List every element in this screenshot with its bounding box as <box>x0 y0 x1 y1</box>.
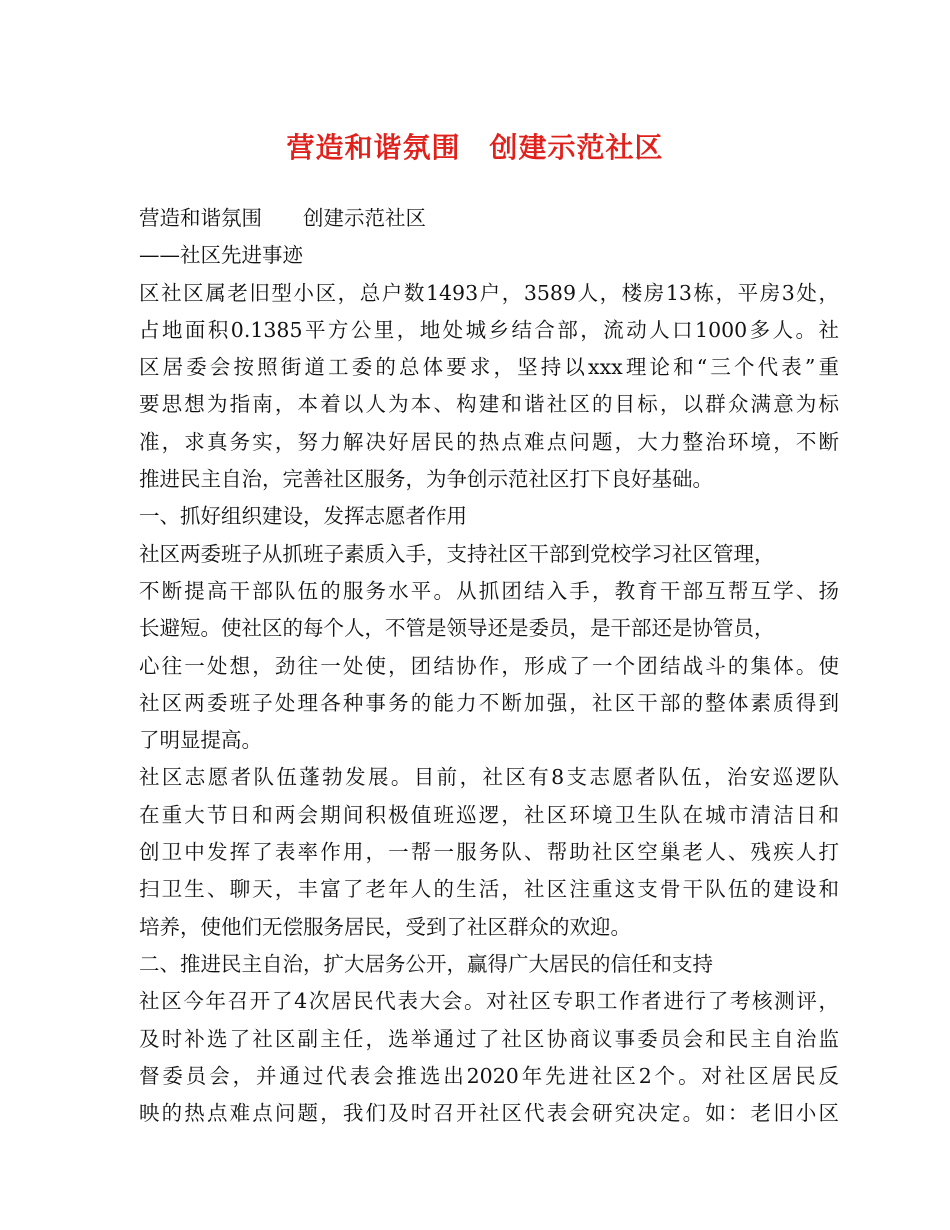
text-line: 培养，使他们无偿服务居民，受到了社区群众的欢迎。 <box>139 914 631 939</box>
text-line: 推进民主自治，完善社区服务，为争创示范社区打下良好基础。 <box>139 467 713 492</box>
document-title: 营造和谐氛围 创建示范社区 <box>286 131 664 164</box>
text-line: 心往一处想，劲往一处使，团结协作，形成了一个团结战斗的集体。使 <box>139 653 839 678</box>
text-line: 社区志愿者队伍蓬勃发展。目前，社区有8支志愿者队伍，治安巡逻队 <box>139 765 839 790</box>
text-line: 一、抓好组织建设，发挥志愿者作用 <box>139 504 467 529</box>
text-line: 社区两委班子处理各种事务的能力不断加强，社区干部的整体素质得到 <box>139 690 839 715</box>
text-line: 了明显提高。 <box>139 728 262 753</box>
document-body <box>139 200 839 1132</box>
text-line: 区社区属老旧型小区，总户数1493户，3589人，楼房13栋，平房3处， <box>139 280 839 305</box>
text-line: 区居委会按照街道工委的总体要求，坚持以xxx理论和“三个代表”重 <box>139 355 839 380</box>
text-line: 社区今年召开了4次居民代表大会。对社区专职工作者进行了考核测评， <box>139 989 839 1014</box>
text-line: 督委员会，并通过代表会推选出2020年先进社区2个。对社区居民反 <box>139 1063 839 1088</box>
text-line: 不断提高干部队伍的服务水平。从抓团结入手，教育干部互帮互学、扬 <box>139 578 839 603</box>
text-line: 映的热点难点问题，我们及时召开社区代表会研究决定。如：老旧小区 <box>139 1101 839 1126</box>
text-line: 准，求真务实，努力解决好居民的热点难点问题，大力整治环境，不断 <box>139 429 839 454</box>
text-line: 二、推进民主自治，扩大居务公开，赢得广大居民的信任和支持 <box>139 951 713 976</box>
text-line: 及时补选了社区副主任，选举通过了社区协商议事委员会和民主自治监 <box>139 1026 839 1051</box>
text-line: 社区两委班子从抓班子素质入手，支持社区干部到党校学习社区管理， <box>139 541 775 566</box>
text-line: 在重大节日和两会期间积极值班巡逻，社区环境卫生队在城市清洁日和 <box>139 802 839 827</box>
text-line: 扫卫生、聊天，丰富了老年人的生活，社区注重这支骨干队伍的建设和 <box>139 877 839 902</box>
text-line: 长避短。使社区的每个人，不管是领导还是委员，是干部还是协管员， <box>139 616 775 641</box>
text-line: ——社区先进事迹 <box>139 243 303 268</box>
text-line: 占地面积0.1385平方公里，地处城乡结合部，流动人口1000多人。社 <box>139 317 839 342</box>
text-line: 创卫中发挥了表率作用，一帮一服务队、帮助社区空巢老人、残疾人打 <box>139 840 839 865</box>
text-line: 要思想为指南，本着以人为本、构建和谐社区的目标，以群众满意为标 <box>139 392 839 417</box>
text-line: 营造和谐氛围 创建示范社区 <box>139 206 426 230</box>
